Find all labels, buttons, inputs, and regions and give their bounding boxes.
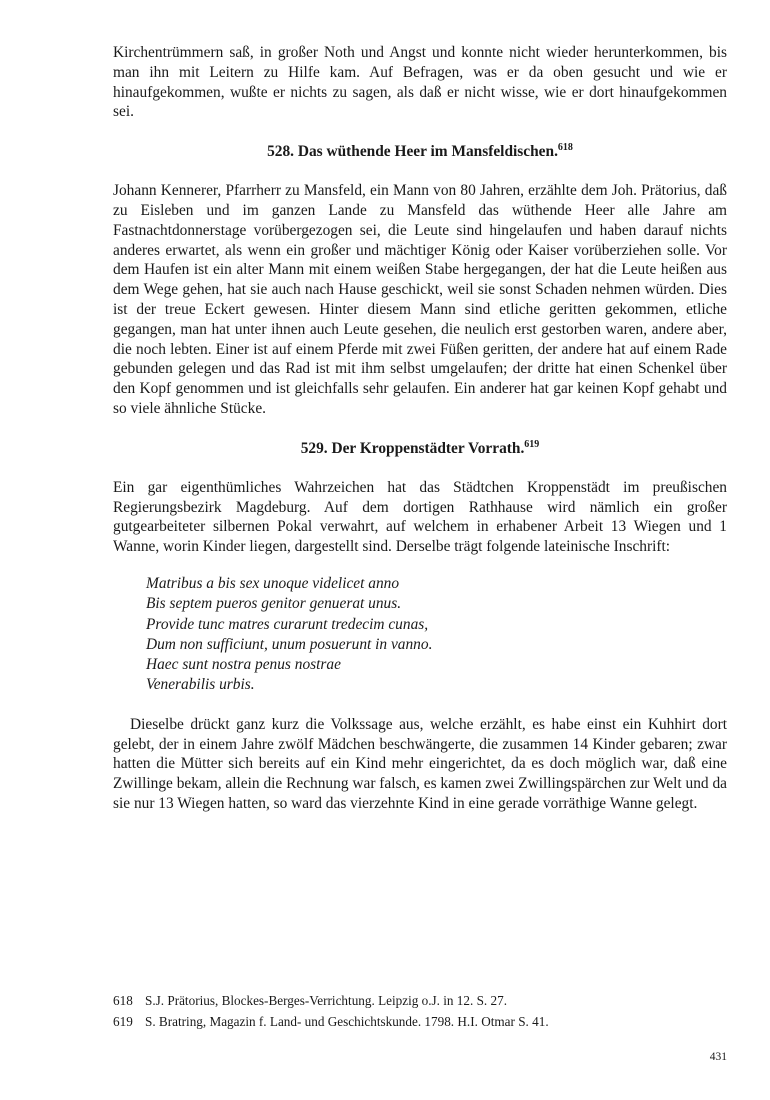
page-body bbox=[113, 43, 727, 814]
poem-line: Matribus a bis sex unoque videlicet anno bbox=[146, 574, 400, 592]
footnote-number: 619 bbox=[113, 1014, 133, 1029]
section-title-529: 529. Der Kroppenstädter Vorrath. bbox=[300, 439, 525, 457]
page-number: 431 bbox=[709, 1051, 727, 1063]
footnote-618 bbox=[113, 990, 727, 1011]
footnotes bbox=[113, 990, 727, 1032]
section-title-528: 528. Das wüthende Heer im Mansfeldischen. bbox=[267, 143, 558, 161]
section-heading-529 bbox=[113, 439, 727, 459]
section-heading-528 bbox=[113, 142, 727, 162]
poem-line: Dum non sufficiunt, unum posuerunt in vanno. bbox=[146, 635, 433, 653]
section-529-text: Ein gar eigenthümliches Wahrzeichen hat das Städtchen Kroppenstädt im preußischen Regierungsbezirk Magdeburg. Auf dem dortigen Rathhause wird nämlich ein großer gutgearbeiteter silbernen Pokal verwahrt, auf welchem in erhabener Arbeit 13 Wiegen und 1 Wanne, worin Kinder liegen, dargestellt sind. Derselbe trägt folgende lateinische Inschrift: bbox=[113, 478, 727, 556]
footnote-ref-618[interactable]: 618 bbox=[557, 142, 573, 154]
poem-line: Bis septem pueros genitor genuerat unus. bbox=[146, 595, 402, 613]
footnote-text: S.J. Prätorius, Blockes-Berges-Verrichtung. Leipzig o.J. in 12. S. 27. bbox=[145, 993, 508, 1008]
footnote-number: 618 bbox=[113, 993, 133, 1008]
footnote-text: S. Bratring, Magazin f. Land- und Geschichtskunde. 1798. H.I. Otmar S. 41. bbox=[145, 1014, 549, 1029]
section-528-text: Johann Kennerer, Pfarrherr zu Mansfeld, ein Mann von 80 Jahren, erzählte dem Joh. Prätorius, daß zu Eisleben und im ganzen Lande zu Mansfeld das wüthende Heer alle Jahre am Fastnachtdonnerstage vorübergezogen sei, die Leute sind hingelaufen und haben darauf nichts anderes erwartet, als wenn ein großer und mächtiger König oder Kaiser vorüberziehen solle. Vor dem Haufen ist ein alter Mann mit einem weißen Stabe hergegangen, der hat die Leute heißen aus dem Wege gehen, hat sie auch nach Hause geschickt, weil sie sonst Schaden nehmen würden. Dies ist der treue Eckert gewesen. Hinter diesem Mann sind etliche geritten gekommen, etliche gegangen, man hat unter ihnen auch Leute gesehen, die neulich erst gestorben waren, andere aber, die noch lebten. Einer ist auf einem Pferde mit zwei Füßen geritten, der andere hat auf einem Rade gebunden gelegen und das Rad ist mit ihm selbst umgelaufen; der dritte hat einen Schenkel über den Kopf genommen und ist gleichfalls sehr gelaufen. Ein anderer hat gar keinen Kopf gehabt und so viele ähnliche Stücke. bbox=[113, 182, 727, 417]
footnote-ref-619[interactable]: 619 bbox=[524, 438, 540, 450]
poem-line: Provide tunc matres curarunt tredecim cunas, bbox=[146, 615, 429, 633]
latin-inscription bbox=[146, 574, 727, 696]
poem-line: Haec sunt nostra penus nostrae bbox=[146, 656, 341, 674]
section-529-closing: Dieselbe drückt ganz kurz die Volkssage aus, welche erzählt, es habe einst ein Kuhhirt dort gelebt, der in einem Jahre zwölf Mädchen beschwängerte, die zusammen 14 Kinder gebaren; zwar hatten die Mütter sich bereits auf ein Kind mehr eingerichtet, da es doch möglich war, daß eine Zwillinge bekam, allein die Rechnung war falsch, es kamen zwei Zwillingspärchen zur Welt und da sie nur 13 Wiegen hatten, so ward das vierzehnte Kind in eine gerade vorräthige Wanne gelegt. bbox=[113, 715, 727, 812]
poem-line: Venerabilis urbis. bbox=[146, 676, 255, 694]
intro-paragraph: Kirchentrümmern saß, in großer Noth und Angst und konnte nicht wieder herunterkommen, bis man ihn mit Leitern zu Hilfe kam. Auf Befragen, was er da oben gesucht und wie er hinaufgekommen, wußte er nichts zu sagen, als daß er nicht wisse, wie er dort hinaufgekommen sei. bbox=[113, 44, 727, 121]
footnote-619 bbox=[113, 1011, 727, 1032]
